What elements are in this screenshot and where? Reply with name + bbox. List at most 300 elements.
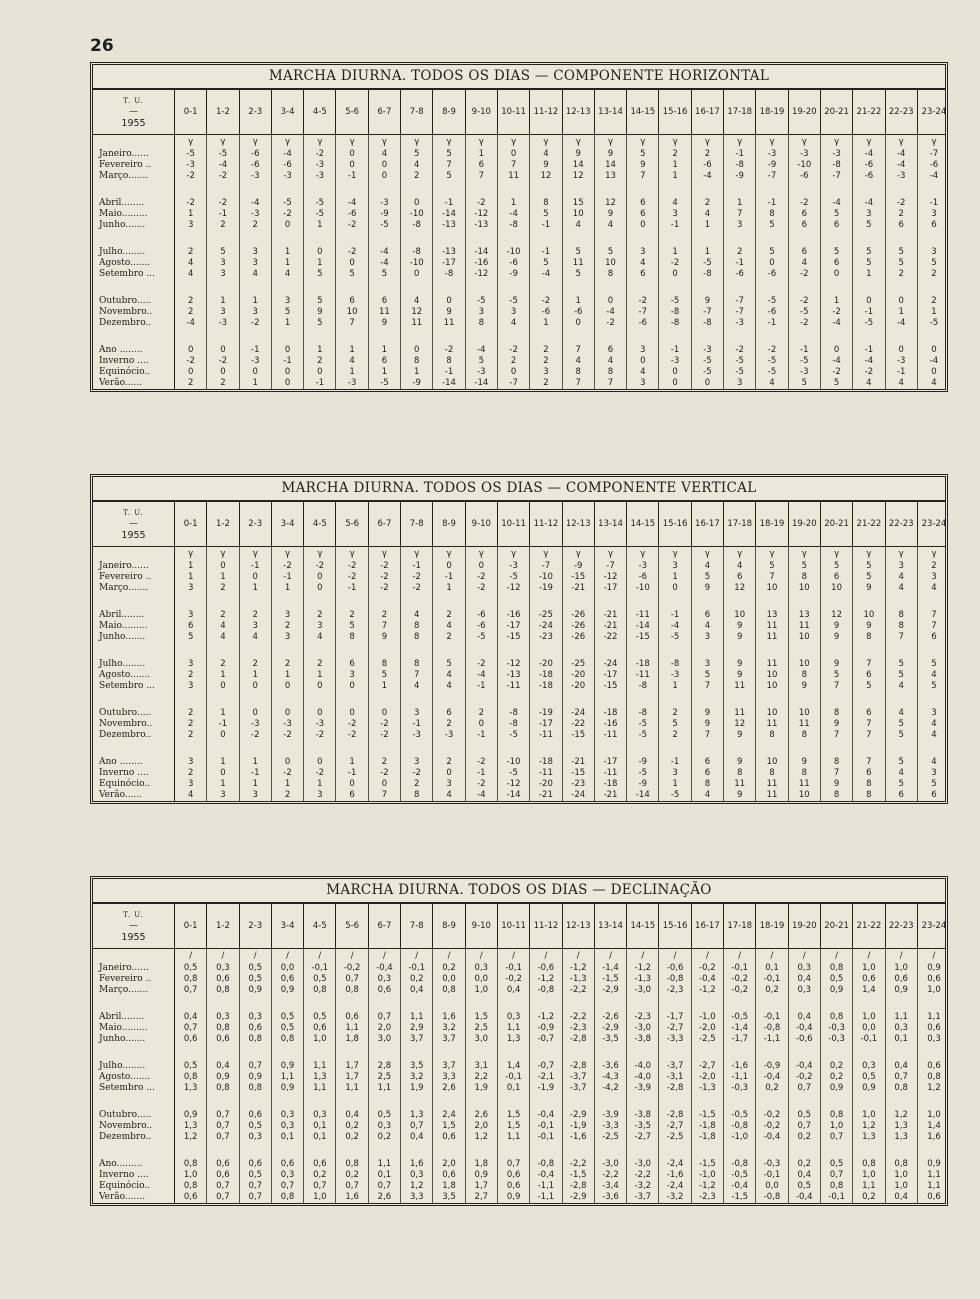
table-cell: 2,0 xyxy=(474,1121,489,1131)
hour-header: 8-9 xyxy=(433,904,465,948)
table-cell: -0,1 xyxy=(763,1170,781,1180)
table-cell: 0 xyxy=(381,160,388,170)
table-cell: 5 xyxy=(833,378,840,388)
group-spacer xyxy=(563,329,594,345)
group-spacer xyxy=(336,231,367,247)
group-spacer xyxy=(336,692,367,708)
table-cell: 3 xyxy=(187,779,194,789)
hour-header: 17-18 xyxy=(724,502,756,546)
table-cell: 3 xyxy=(898,561,904,571)
table-cell: -6 xyxy=(864,171,874,181)
table-cell: 10 xyxy=(798,632,810,642)
table-cell: 5 xyxy=(704,670,711,680)
table-cell: 3 xyxy=(252,247,258,257)
table-cell: 0 xyxy=(317,757,323,767)
table-cell: -4,2 xyxy=(602,1083,619,1093)
table-cell: 0,9 xyxy=(280,1083,295,1093)
unit-symbol: γ xyxy=(607,549,614,559)
table-cell: 0,8 xyxy=(894,1159,908,1169)
table-cell: 9 xyxy=(866,583,872,593)
table-cell: 8 xyxy=(381,659,388,669)
group-spacer xyxy=(498,329,529,345)
group-spacer xyxy=(724,1045,755,1061)
table-cell: -0,3 xyxy=(828,1023,845,1033)
table-cell: 0 xyxy=(575,318,581,328)
table-cell: 0 xyxy=(510,367,517,377)
table-cell: 7 xyxy=(833,681,840,691)
table-cell: 1,4 xyxy=(927,1121,941,1131)
table-cell: 1,5 xyxy=(442,1121,456,1131)
tu-dash: — xyxy=(129,518,138,529)
table-cell: -0,2 xyxy=(795,1072,813,1082)
table-cell: -20 xyxy=(538,779,553,789)
hour-header: 19-20 xyxy=(789,90,821,134)
table-cell: 6 xyxy=(931,632,937,642)
hour-column xyxy=(304,949,336,1203)
group-spacer xyxy=(304,231,335,247)
table-cell: -0,1 xyxy=(860,1034,878,1044)
table-cell: -1 xyxy=(251,345,260,355)
year-header xyxy=(93,90,175,134)
table-cell: 0,2 xyxy=(345,1132,359,1142)
table-cell: -3,6 xyxy=(602,1192,619,1202)
table-cell: 0,7 xyxy=(894,1072,908,1082)
table-cell: 10 xyxy=(605,258,616,268)
hour-column xyxy=(466,949,498,1203)
table-cell: 0,5 xyxy=(377,1110,392,1120)
table-cell: 8 xyxy=(898,610,904,620)
table-cell: 0 xyxy=(672,367,678,377)
table-cell: 0,7 xyxy=(248,1061,262,1071)
table-cell: 6 xyxy=(349,659,355,669)
table-cell: -1 xyxy=(347,583,357,593)
table-cell: 3 xyxy=(187,681,194,691)
table-cell: 0,3 xyxy=(797,963,812,973)
group-spacer xyxy=(175,1143,206,1159)
table-cell: 0,6 xyxy=(248,1110,262,1120)
table-cell: -2,8 xyxy=(569,1034,587,1044)
hour-header: 20-21 xyxy=(821,904,853,948)
table-cell: 0 xyxy=(446,768,452,778)
table-cell: 11 xyxy=(798,719,810,729)
group-spacer xyxy=(175,280,206,296)
group-spacer xyxy=(563,231,594,247)
table-cell: 3 xyxy=(446,779,452,789)
table-cell: -2,8 xyxy=(666,1110,684,1120)
table-cell: -3 xyxy=(800,149,809,159)
table-cell: 3 xyxy=(317,790,323,800)
table-cell: -5 xyxy=(767,356,777,366)
hour-header: 0-1 xyxy=(175,90,207,134)
group-spacer xyxy=(207,1094,238,1110)
hour-header: 9-10 xyxy=(466,502,498,546)
table-cell: 0,7 xyxy=(216,1181,230,1191)
table-cell: 0 xyxy=(317,247,323,257)
group-spacer xyxy=(789,996,820,1012)
hour-column xyxy=(240,949,272,1203)
table-cell: 7 xyxy=(607,378,614,388)
group-spacer xyxy=(304,741,335,757)
table-cell: 3 xyxy=(252,790,258,800)
row-label: Fevereiro .. xyxy=(99,974,152,984)
table-cell: -7 xyxy=(832,171,841,181)
table-cell: 5 xyxy=(898,757,904,767)
table-cell: 0 xyxy=(381,171,388,181)
table-cell: 5 xyxy=(446,149,452,159)
table-cell: -2,5 xyxy=(699,1034,716,1044)
table-cell: -2 xyxy=(800,318,809,328)
table-cell: 5 xyxy=(446,171,452,181)
group-spacer xyxy=(692,594,723,610)
table-cell: 1 xyxy=(220,296,226,306)
table-cell: -2 xyxy=(283,209,292,219)
row-label: Ano......... xyxy=(99,1159,143,1169)
table-cell: -2 xyxy=(412,572,421,582)
table-cell: -2 xyxy=(800,296,809,306)
table-cell: -2 xyxy=(380,572,389,582)
table-cell: -1,2 xyxy=(537,974,555,984)
group-spacer xyxy=(240,1045,271,1061)
table-cell: 1 xyxy=(672,779,678,789)
table-cell: -1 xyxy=(735,149,744,159)
unit-symbol: γ xyxy=(252,549,258,559)
table-cell: 8 xyxy=(769,730,775,740)
table-cell: -1,3 xyxy=(634,974,652,984)
table-cell: 2 xyxy=(252,659,258,669)
table-cell: 7 xyxy=(381,621,388,631)
unit-symbol: γ xyxy=(737,549,743,559)
table-cell: 2 xyxy=(898,269,904,279)
group-spacer xyxy=(724,329,755,345)
group-spacer xyxy=(789,182,820,198)
table-cell: 7 xyxy=(510,160,517,170)
table-cell: 5 xyxy=(543,209,549,219)
table-cell: 1 xyxy=(317,345,323,355)
hour-header: 11-12 xyxy=(530,502,562,546)
table-cell: -0,1 xyxy=(505,963,522,973)
table-cell: 1 xyxy=(510,198,517,208)
table-cell: 4 xyxy=(898,378,904,388)
table-cell: 13 xyxy=(798,610,810,620)
unit-symbol: γ xyxy=(801,137,807,147)
table-cell: -2,7 xyxy=(666,1121,684,1131)
table-cell: 0 xyxy=(349,160,355,170)
table-cell: 4 xyxy=(704,790,711,800)
table-body xyxy=(93,135,945,389)
table-cell: -5 xyxy=(509,296,518,306)
row-label: Outubro..... xyxy=(99,1110,152,1120)
group-spacer xyxy=(240,741,271,757)
table-cell: 4 xyxy=(704,561,711,571)
hour-header: 4-5 xyxy=(304,90,336,134)
table-cell: -1 xyxy=(251,768,260,778)
hour-column xyxy=(756,949,788,1203)
table-cell: -1 xyxy=(218,719,228,729)
group-spacer xyxy=(595,182,626,198)
row-label: Setembro ... xyxy=(99,1083,155,1093)
table-cell: -9 xyxy=(509,269,518,279)
hour-column xyxy=(692,547,724,801)
table-cell: 8 xyxy=(801,730,807,740)
table-cell: -5 xyxy=(929,318,939,328)
table-cell: 9 xyxy=(801,681,807,691)
table-cell: 5 xyxy=(898,247,904,257)
hour-header: 10-11 xyxy=(498,502,530,546)
table-cell: 0,6 xyxy=(506,1181,521,1191)
table-cell: 8 xyxy=(801,768,807,778)
table-cell: -9 xyxy=(767,160,777,170)
table-cell: 4 xyxy=(866,378,872,388)
hour-header: 13-14 xyxy=(595,90,627,134)
table-cell: 0,6 xyxy=(216,1159,230,1169)
table-cell: 2 xyxy=(284,790,291,800)
table-cell: 1 xyxy=(575,296,581,306)
table-cell: 3 xyxy=(284,632,291,642)
table-cell: 1 xyxy=(898,307,904,317)
group-spacer xyxy=(304,1143,335,1159)
hour-header: 14-15 xyxy=(627,90,659,134)
table-cell: 6 xyxy=(607,345,614,355)
declination-table xyxy=(90,876,948,1206)
table-cell: -2,2 xyxy=(602,1170,619,1180)
row-label: Abril........ xyxy=(99,1012,145,1022)
table-cell: 0,4 xyxy=(216,1061,230,1071)
group-spacer xyxy=(918,1143,950,1159)
hour-header: 19-20 xyxy=(789,502,821,546)
table-cell: -3,2 xyxy=(666,1192,684,1202)
group-spacer xyxy=(756,643,787,659)
table-cell: 3 xyxy=(349,670,355,680)
group-spacer xyxy=(724,1094,755,1110)
table-cell: -2,9 xyxy=(602,985,619,995)
group-spacer xyxy=(692,231,723,247)
table-cell: 5 xyxy=(898,730,904,740)
table-cell: 0,4 xyxy=(894,1061,908,1071)
table-cell: -13 xyxy=(474,220,489,230)
group-spacer xyxy=(240,231,271,247)
table-cell: 11 xyxy=(766,790,778,800)
table-cell: 4 xyxy=(575,356,581,366)
unit-symbol: / xyxy=(512,951,516,961)
table-cell: 7 xyxy=(414,670,420,680)
unit-symbol: γ xyxy=(511,137,517,147)
table-cell: -14 xyxy=(635,790,650,800)
table-cell: 1,0 xyxy=(862,963,876,973)
table-cell: 7 xyxy=(704,730,711,740)
group-spacer xyxy=(93,1094,174,1110)
table-cell: -11 xyxy=(603,768,618,778)
table-cell: -21 xyxy=(603,790,618,800)
table-cell: 0,8 xyxy=(248,1083,262,1093)
table-cell: -26 xyxy=(571,632,586,642)
table-cell: -4 xyxy=(477,345,486,355)
group-spacer xyxy=(401,996,432,1012)
table-cell: -1 xyxy=(347,171,357,181)
table-cell: -21 xyxy=(571,583,586,593)
hour-column xyxy=(336,547,368,801)
table-cell: 1,1 xyxy=(862,1181,876,1191)
table-cell: -2 xyxy=(380,561,389,571)
row-label: Julho........ xyxy=(99,659,146,669)
table-cell: -1 xyxy=(477,768,486,778)
group-spacer xyxy=(336,1143,367,1159)
table-cell: 0,6 xyxy=(927,1192,941,1202)
table-cell: 0 xyxy=(931,345,937,355)
hour-column xyxy=(853,547,885,801)
table-cell: -21 xyxy=(571,757,586,767)
table-cell: 0,8 xyxy=(216,1083,230,1093)
unit-symbol: / xyxy=(415,951,419,961)
table-cell: 5 xyxy=(769,561,775,571)
group-spacer xyxy=(627,231,658,247)
table-cell: -15 xyxy=(571,572,586,582)
table-cell: -5 xyxy=(800,307,809,317)
table-cell: -10 xyxy=(506,247,521,257)
table-cell: 4 xyxy=(898,583,904,593)
group-spacer xyxy=(563,741,594,757)
table-cell: -20 xyxy=(571,670,586,680)
table-cell: 8 xyxy=(801,572,807,582)
group-spacer xyxy=(336,996,367,1012)
table-cell: -4 xyxy=(864,198,874,208)
group-spacer xyxy=(692,1045,723,1061)
table-cell: 1,1 xyxy=(377,1159,392,1169)
table-cell: 5 xyxy=(317,269,323,279)
table-cell: 3 xyxy=(220,790,226,800)
table-cell: -1 xyxy=(315,378,325,388)
group-spacer xyxy=(659,280,690,296)
table-cell: -8 xyxy=(638,708,648,718)
table-cell: 6 xyxy=(349,790,355,800)
table-cell: 0,7 xyxy=(345,974,359,984)
table-cell: -7 xyxy=(767,171,777,181)
table-cell: -16 xyxy=(603,719,618,729)
table-cell: -0,7 xyxy=(537,1034,555,1044)
group-spacer xyxy=(433,182,464,198)
table-cell: -8 xyxy=(703,269,712,279)
table-cell: 2 xyxy=(187,708,194,718)
table-cell: 2 xyxy=(672,730,678,740)
table-cell: -4 xyxy=(896,318,906,328)
unit-symbol: / xyxy=(705,951,709,961)
table-cell: -3 xyxy=(670,356,680,366)
table-cell: 1 xyxy=(317,220,323,230)
year-label: 1955 xyxy=(121,931,146,943)
table-cell: 0,6 xyxy=(183,1034,198,1044)
table-cell: 0,4 xyxy=(409,985,424,995)
unit-symbol: γ xyxy=(737,137,743,147)
group-spacer xyxy=(627,280,658,296)
table-cell: -1 xyxy=(864,345,874,355)
table-cell: 8 xyxy=(833,757,840,767)
group-spacer xyxy=(369,182,400,198)
table-cell: 2 xyxy=(543,378,549,388)
table-cell: 2 xyxy=(187,378,194,388)
unit-symbol: γ xyxy=(834,549,840,559)
table-cell: -2 xyxy=(800,269,809,279)
group-spacer xyxy=(498,643,529,659)
group-spacer xyxy=(789,594,820,610)
table-cell: 3 xyxy=(317,621,323,631)
table-cell: 5 xyxy=(833,247,840,257)
table-cell: -3,0 xyxy=(634,1023,652,1033)
group-spacer xyxy=(627,1143,658,1159)
table-cell: -14 xyxy=(442,378,456,388)
horizontal-component-table xyxy=(90,62,948,392)
table-cell: 10 xyxy=(766,670,778,680)
table-cell: 6 xyxy=(801,209,807,219)
row-label: Verão...... xyxy=(99,790,143,800)
column-header-row xyxy=(93,90,945,135)
table-cell: -3,6 xyxy=(602,1061,619,1071)
group-spacer xyxy=(498,1143,529,1159)
table-cell: 5 xyxy=(898,670,904,680)
table-cell: 0 xyxy=(284,757,291,767)
table-cell: -1 xyxy=(864,307,874,317)
table-cell: 0,4 xyxy=(797,1170,812,1180)
table-cell: -3 xyxy=(477,367,486,377)
group-spacer xyxy=(789,329,820,345)
hour-column xyxy=(207,547,239,801)
table-cell: -2,9 xyxy=(602,1023,619,1033)
table-cell: -17 xyxy=(506,621,521,631)
table-cell: 2 xyxy=(414,779,420,789)
group-spacer xyxy=(692,741,723,757)
group-spacer xyxy=(466,329,497,345)
table-cell: -9 xyxy=(412,378,421,388)
group-spacer xyxy=(530,741,561,757)
hour-column xyxy=(272,547,304,801)
table-cell: -10 xyxy=(409,209,424,219)
table-cell: -19 xyxy=(538,708,553,718)
group-spacer xyxy=(272,280,303,296)
table-cell: 9 xyxy=(543,160,549,170)
table-cell: 0 xyxy=(672,269,678,279)
table-cell: -2,8 xyxy=(569,1181,587,1191)
table-cell: -2 xyxy=(541,296,551,306)
table-cell: -1 xyxy=(670,220,680,230)
table-cell: 3,0 xyxy=(474,1034,489,1044)
group-spacer xyxy=(692,643,723,659)
table-cell: 0 xyxy=(220,681,226,691)
group-spacer xyxy=(886,329,917,345)
column-header-row xyxy=(93,904,945,949)
unit-symbol: γ xyxy=(931,549,937,559)
hour-header: 5-6 xyxy=(336,90,368,134)
group-spacer xyxy=(789,231,820,247)
table-cell: 0,7 xyxy=(216,1192,230,1202)
table-cell: -0,4 xyxy=(795,1023,813,1033)
table-cell: -7 xyxy=(606,561,615,571)
table-cell: 1,4 xyxy=(862,985,876,995)
group-spacer xyxy=(93,692,174,708)
table-cell: -4 xyxy=(606,307,615,317)
table-cell: 4 xyxy=(220,632,226,642)
table-cell: 3,7 xyxy=(442,1034,456,1044)
table-cell: -5 xyxy=(638,719,648,729)
table-cell: 1 xyxy=(866,269,872,279)
table-cell: -7 xyxy=(703,307,712,317)
table-cell: 8 xyxy=(866,779,872,789)
table-cell: -3,1 xyxy=(666,1072,684,1082)
table-cell: -9 xyxy=(638,779,648,789)
table-cell: 1,3 xyxy=(894,1121,908,1131)
hour-header: 14-15 xyxy=(627,904,659,948)
table-cell: 10 xyxy=(346,307,358,317)
group-spacer xyxy=(853,996,884,1012)
table-cell: -0,7 xyxy=(537,1061,555,1071)
table-cell: 2,0 xyxy=(442,1159,456,1169)
